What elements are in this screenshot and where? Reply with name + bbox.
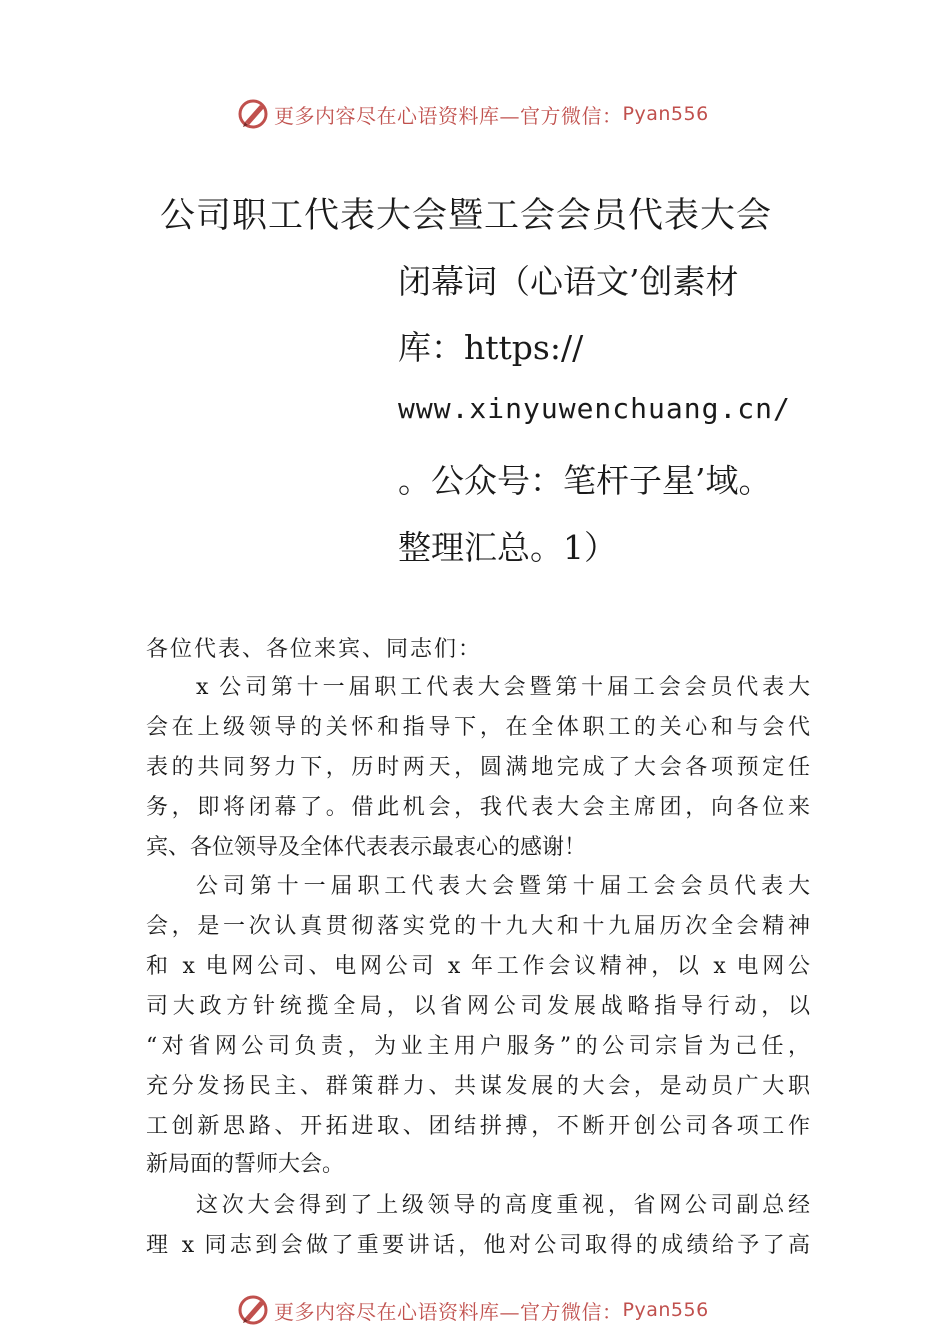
title-subline: 。公众号：笔杆子星’域。	[398, 461, 772, 500]
body-line: 务，即将闭幕了。借此机会，我代表大会主席团，向各位来	[146, 795, 810, 820]
watermark-wechat-id: Pyan556	[622, 1299, 709, 1321]
footer-watermark	[236, 1290, 709, 1330]
body-line: 会，是一次认真贯彻落实党的十九大和十九届历次全会精神	[146, 914, 810, 939]
body-line: 司大政方针统揽全局，以省网公司发展战略指导行动，以	[146, 994, 810, 1019]
body-line: 宾、各位领导及全体代表表示最衷心的感谢！	[146, 835, 587, 860]
title-subline: 闭幕词（心语文’创素材	[398, 262, 739, 301]
title-subline: 整理汇总。1）	[398, 528, 617, 567]
body-line: “对省网公司负责，为业主用户服务”的公司宗旨为己任，	[146, 1034, 810, 1059]
title-subline: 库：https://	[398, 328, 584, 367]
body-line: 这次大会得到了上级领导的高度重视，省网公司副总经	[196, 1193, 810, 1218]
body-line: 新局面的誓师大会。	[146, 1152, 345, 1177]
body-line: 理 x 同志到会做了重要讲话，他对公司取得的成绩给予了高	[146, 1233, 810, 1258]
body-line: 充分发扬民主、群策群力、共谋发展的大会，是动员广大职	[146, 1074, 810, 1099]
header-watermark	[236, 94, 709, 134]
watermark-text: 更多内容尽在心语资料库—官方微信：	[274, 1299, 623, 1324]
watermark-text: 更多内容尽在心语资料库—官方微信：	[274, 103, 623, 128]
body-line: 和 x 电网公司、电网公司 x 年工作会议精神，以 x 电网公	[146, 954, 810, 979]
watermark-wechat-id: Pyan556	[622, 103, 709, 125]
body-line: 公司第十一届职工代表大会暨第十届工会会员代表大	[196, 874, 810, 899]
body-line: 工创新思路、开拓进取、团结拼搏，不断开创公司各项工作	[146, 1114, 810, 1139]
document-title: 公司职工代表大会暨工会会员代表大会	[160, 196, 773, 236]
salutation: 各位代表、各位来宾、同志们：	[146, 637, 483, 662]
pen-logo-icon	[236, 1293, 270, 1327]
pen-logo-icon	[236, 97, 270, 131]
body-line: x 公司第十一届职工代表大会暨第十届工会会员代表大	[196, 675, 810, 700]
title-subline-url: www.xinyuwenchuang.cn/	[398, 392, 791, 425]
body-line: 会在上级领导的关怀和指导下，在全体职工的关心和与会代	[146, 715, 810, 740]
body-line: 表的共同努力下，历时两天，圆满地完成了大会各项预定任	[146, 755, 810, 780]
